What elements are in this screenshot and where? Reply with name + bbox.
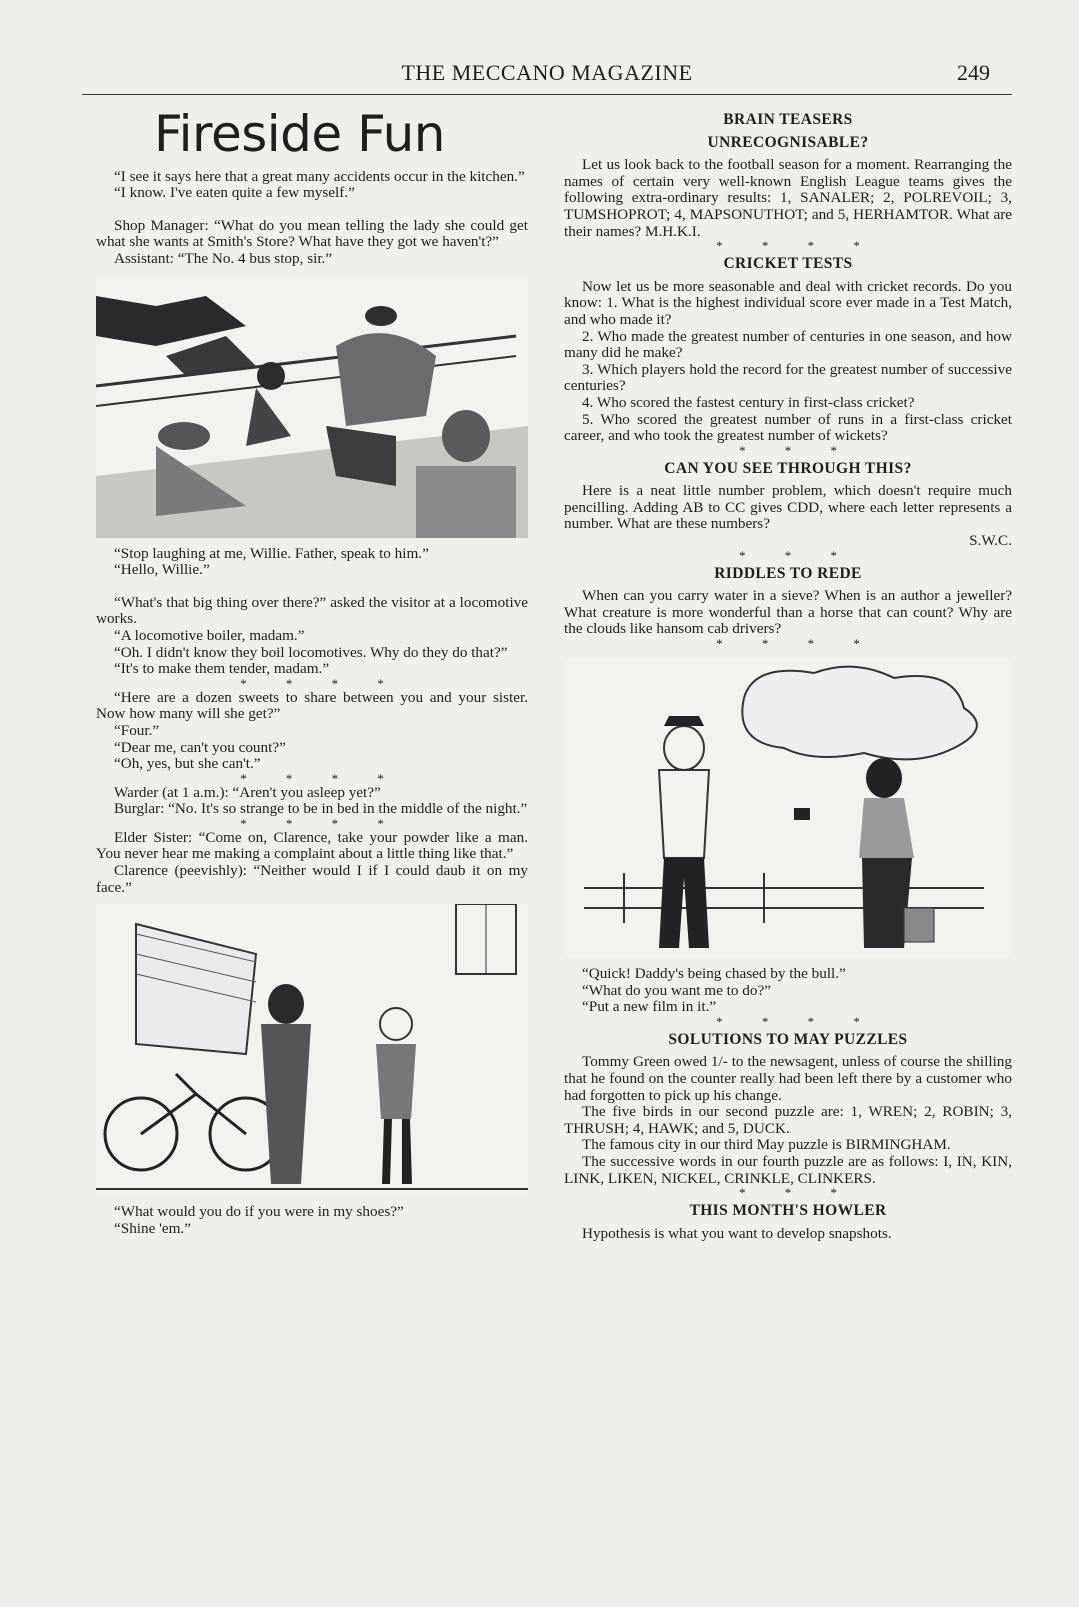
howler-heading: THIS MONTH'S HOWLER [689, 1202, 887, 1220]
joke-text: Warder (at 1 a.m.): “Aren't you asleep yet?” [114, 783, 381, 801]
separator-stars: * * * [739, 442, 855, 458]
page-header [82, 60, 1012, 95]
joke-text: “A locomotive boiler, madam.” [114, 626, 305, 644]
joke-text: Burglar: “No. It's so strange to be in bed in the middle of the night.” [114, 800, 528, 818]
caption-text: “What would you do if you were in my shoes?” [114, 1203, 404, 1221]
magazine-title: THE MECCANO MAGAZINE [401, 60, 693, 85]
joke-text: “Oh. I didn't know they boil locomotives. Why do they do that?” [114, 643, 508, 661]
puzzle-text: 3. Which players hold the record for the greatest number of successive centuries? [564, 360, 1012, 395]
caption-text: “Quick! Daddy's being chased by the bull.” [582, 965, 846, 983]
puzzle-text: Let us look back to the football season for a moment. Rearranging the names of certain very well-known English League teams gives the following extra-ordinary results: 1, SANALER; 2, POLREVOIL; 3, TUMSHOPROT; 4, MAPSONUTHOT; and 5, HERHAMTOR. What are their names? M.H.K.I. [564, 156, 1012, 240]
page-number: 249 [957, 60, 990, 85]
cartoon-car-ride [96, 276, 528, 538]
joke-text: “I see it says here that a great many accidents occur in the kitchen.” [114, 167, 525, 185]
separator-stars: * * * * [240, 815, 402, 831]
separator-stars: * * * [739, 547, 855, 563]
joke-text: “Here are a dozen sweets to share between you and your sister. Now how many will she get?” [96, 688, 528, 723]
separator-stars: * * * * [716, 238, 878, 254]
puzzle-text: Now let us be more seasonable and deal with cricket records. Do you know: 1. What is the highest individual score ever made in a Test Match, and who made it? [564, 277, 1012, 328]
separator-stars: * * * * [240, 770, 402, 786]
cricket-heading: CRICKET TESTS [723, 255, 853, 273]
puzzle-text: 2. Who made the greatest number of centuries in one season, and how many did he make? [564, 327, 1012, 362]
cartoon-bull-drawing [564, 658, 1012, 958]
caption-text: “Shine 'em.” [114, 1219, 191, 1237]
solution-text: The five birds in our second puzzle are: 1, WREN; 2, ROBIN; 3, THRUSH; 4, HAWK; and 5, DUCK. [564, 1103, 1012, 1137]
cartoon-car-ride-drawing [96, 276, 528, 538]
solutions-heading: SOLUTIONS TO MAY PUZZLES [668, 1030, 908, 1048]
joke-text: “It's to make them tender, madam.” [114, 660, 330, 678]
howler-text: Hypothesis is what you want to develop snapshots. [582, 1224, 892, 1242]
separator-stars: * * * [739, 1185, 855, 1201]
joke-text: “I know. I've eaten quite a few myself.” [114, 184, 355, 202]
caption-text: “Hello, Willie.” [114, 561, 210, 579]
caption-text: “What do you want me to do?” [582, 981, 771, 999]
joke-text: “Four.” [114, 721, 160, 739]
cartoon-bicycle-shoes [96, 904, 528, 1196]
riddles-heading: RIDDLES TO REDE [714, 564, 862, 582]
right-column [564, 108, 1012, 1242]
joke-text: Clarence (peevishly): “Neither would I if I could daub it on my face.” [96, 862, 528, 896]
author-signature: S.W.C. [969, 532, 1012, 550]
solution-text: The successive words in our fourth puzzle are as follows: I, IN, KIN, LINK, LIKEN, NICKEL, CRINKLE, CLINKERS. [564, 1152, 1012, 1187]
joke-text: Assistant: “The No. 4 bus stop, sir.” [114, 249, 333, 267]
puzzle-text: 4. Who scored the fastest century in first-class cricket? [582, 393, 915, 411]
puzzle-text: 5. Who scored the greatest number of runs in a first-class cricket career, and who took the greatest number of wickets? [564, 410, 1012, 445]
cartoon-bull-camera [564, 658, 1012, 958]
solution-text: The famous city in our third May puzzle is BIRMINGHAM. [582, 1136, 951, 1154]
caption-text: “Put a new film in it.” [582, 998, 717, 1016]
solution-text: Tommy Green owed 1/- to the newsagent, unless of course the shilling that he found on the counter really had been left there by a customer who had forgotten to pick up his change. [564, 1053, 1012, 1104]
section-title: Fireside Fun [154, 105, 445, 163]
separator-stars: * * * * [716, 1013, 878, 1029]
cartoon-bicycle-drawing [96, 904, 528, 1196]
joke-text: “Dear me, can't you count?” [114, 738, 286, 756]
brain-teasers-heading: BRAIN TEASERS [723, 111, 853, 128]
separator-stars: * * * * [716, 636, 878, 652]
caption-text: “Stop laughing at me, Willie. Father, speak to him.” [114, 544, 429, 562]
puzzle-text: Here is a neat little number problem, which doesn't require much pencilling. Adding AB to CC gives CDD, where each letter represents a number. What are these numbers? [564, 482, 1012, 533]
separator-stars: * * * * [240, 675, 402, 691]
left-column [96, 105, 528, 1237]
puzzle-text: When can you carry water in a sieve? When is an author a jeweller? What creature is more wonderful than a horse that can count? Why are the clouds like hansom cab drivers? [564, 587, 1012, 638]
joke-text: “What's that big thing over there?” asked the visitor at a locomotive works. [96, 593, 528, 628]
unrecognisable-heading: UNRECOGNISABLE? [707, 133, 869, 151]
joke-text: “Oh, yes, but she can't.” [114, 755, 261, 773]
joke-text: Elder Sister: “Come on, Clarence, take your powder like a man. You never hear me making a complaint about a little thing like that.” [96, 828, 528, 863]
see-through-heading: CAN YOU SEE THROUGH THIS? [664, 459, 912, 477]
joke-text: Shop Manager: “What do you mean telling the lady she could get what she wants at Smith's Store? What have they got we haven't?” [96, 216, 528, 251]
